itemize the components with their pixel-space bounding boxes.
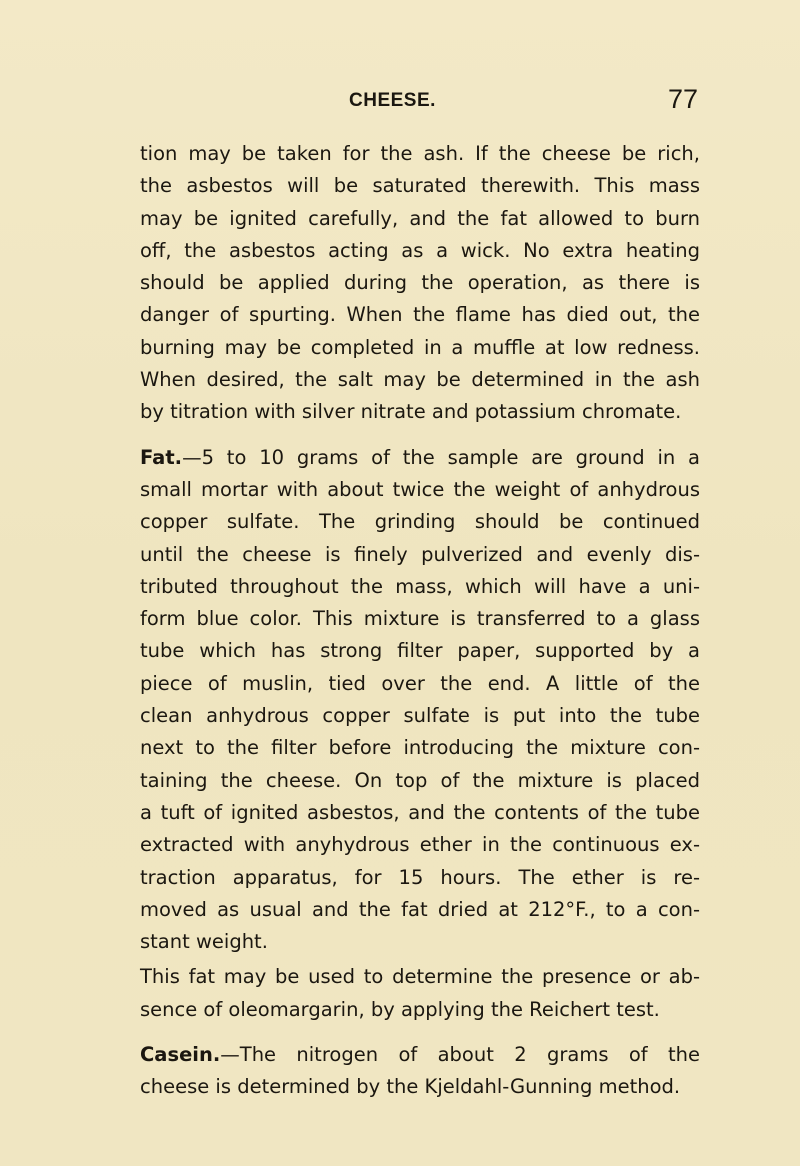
text-line: danger of spurting. When the flame has died out, the xyxy=(140,303,700,327)
paragraph-gap xyxy=(140,429,700,442)
text-line: piece of muslin, tied over the end. A little of the xyxy=(140,671,700,695)
text-line: should be applied during the operation, as there is xyxy=(140,271,700,295)
text-line: tributed throughout the mass, which will have a uni- xyxy=(140,574,700,598)
paragraph-gap xyxy=(140,1026,700,1039)
text-line: moved as usual and the fat dried at 212°F., to a con- xyxy=(140,897,700,921)
text-line: stant weight. xyxy=(140,930,268,954)
text-line: a tuft of ignited asbestos, and the contents of the tube xyxy=(140,800,700,824)
text-line: tion may be taken for the ash. If the cheese be rich, xyxy=(140,142,700,165)
text-line: traction apparatus, for 15 hours. The ether is re- xyxy=(140,865,700,889)
text-line: copper sulfate. The grinding should be continued xyxy=(140,510,700,534)
text-line: extracted with anyhydrous ether in the continuous ex- xyxy=(140,833,700,857)
text-line: until the cheese is finely pulverized and evenly dis- xyxy=(140,542,700,566)
paragraph-fat xyxy=(140,442,700,959)
text-line: burning may be completed in a muffle at low redness. xyxy=(140,335,700,359)
text-line: the asbestos will be saturated therewith. This mass xyxy=(140,174,700,198)
page-number: 77 xyxy=(667,84,698,114)
text-line: This fat may be used to determine the presence or ab- xyxy=(140,965,700,989)
section-heading-fat: Fat. xyxy=(140,445,183,469)
text-run: —The nitrogen of about 2 grams of the xyxy=(220,1043,700,1067)
paragraph-ash-continuation xyxy=(140,138,700,429)
text-line: sence of oleomargarin, by applying the Reichert test. xyxy=(140,997,660,1021)
text-line: form blue color. This mixture is transferred to a glass xyxy=(140,607,700,631)
text-line: tube which has strong filter paper, supported by a xyxy=(140,639,700,663)
section-heading-casein: Casein. xyxy=(140,1043,221,1067)
text-line: cheese is determined by the Kjeldahl-Gunning method. xyxy=(140,1075,681,1099)
text-line: small mortar with about twice the weight of anhydrous xyxy=(140,477,700,501)
running-title: CHEESE. xyxy=(349,90,436,111)
text-line: next to the filter before introducing the mixture con- xyxy=(140,736,700,760)
paragraph-oleomargarin xyxy=(140,961,700,1026)
text-line: off, the asbestos acting as a wick. No extra heating xyxy=(140,238,700,262)
text-run: —5 to 10 grams of the sample are ground in a xyxy=(182,445,700,469)
text-line: may be ignited carefully, and the fat allowed to burn xyxy=(140,206,700,230)
text-line: When desired, the salt may be determined in the ash xyxy=(140,368,700,392)
running-head xyxy=(140,84,700,120)
text-line xyxy=(140,1039,700,1071)
text-line: taining the cheese. On top of the mixture is placed xyxy=(140,768,700,792)
text-line: clean anhydrous copper sulfate is put into the tube xyxy=(140,704,700,728)
text-line xyxy=(140,442,700,474)
text-line: by titration with silver nitrate and potassium chromate. xyxy=(140,400,682,424)
paragraph-casein xyxy=(140,1039,700,1104)
body-text xyxy=(140,138,700,1104)
